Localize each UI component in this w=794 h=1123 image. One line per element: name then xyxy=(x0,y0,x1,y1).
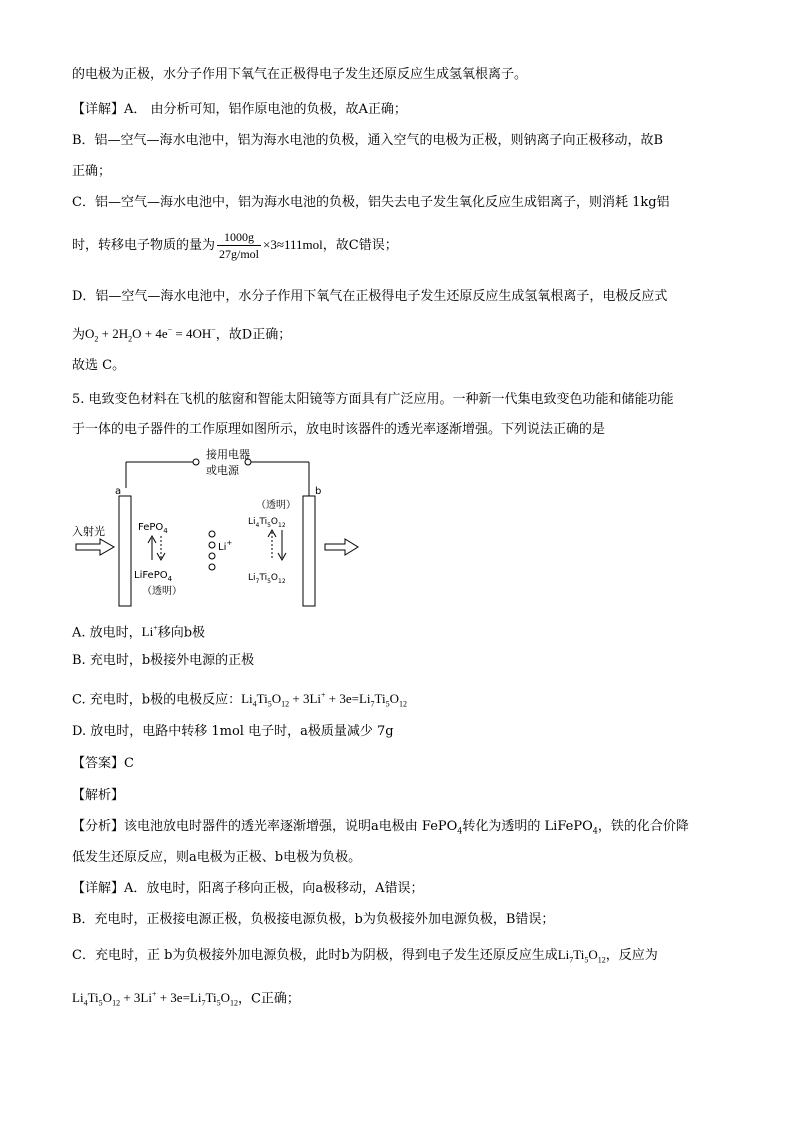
analysis-heading: 【解析】 xyxy=(72,788,125,803)
electrode-a xyxy=(119,496,131,606)
electrode-b xyxy=(303,496,315,606)
text-segment: ，故D正确； xyxy=(215,327,292,343)
li7ti5o12-label: $Li_7Ti_5O_{12}$ xyxy=(248,573,286,585)
fraction-denominator: 27g/mol xyxy=(219,247,260,261)
battery-diagram xyxy=(60,448,370,608)
text-segment: 为 xyxy=(72,327,86,343)
text-segment: 【分析】该电池放电时器件的透光率逐渐增强，说明a电极由 FePO xyxy=(72,819,458,834)
text-segment: 移向b极 xyxy=(157,625,206,641)
text-segment: ，铁的化合价降 xyxy=(597,819,689,834)
equation: $O_2 + 2H_2O + 4e^- = 4OH^-$ xyxy=(85,326,216,344)
text-line: 【详解】A． 由分析可知，铝作原电池的负极，故A正确； xyxy=(72,102,407,117)
text-line: 故选 C。 xyxy=(72,358,126,373)
text-line-fraction xyxy=(72,228,398,263)
li-ion xyxy=(209,531,215,537)
outgoing-arrow xyxy=(325,539,358,555)
equation: $Li_4Ti_5O_{12} + 3Li^+ + 3e=Li_7Ti_5O_{12}$ xyxy=(72,990,238,1008)
text-line: C．铝—空气—海水电池中，铝为海水电池的负极，铝失去电子发生氧化反应生成铝离子，则消耗 1kg铝 xyxy=(72,195,670,210)
electrode-a-label: a xyxy=(115,486,122,497)
text-segment: 转化为透明的 LiFePO xyxy=(462,819,593,834)
electrode-b-label: b xyxy=(315,486,322,497)
detail-line xyxy=(72,946,658,970)
text-segment: ，C正确； xyxy=(237,991,300,1007)
transparent-label-right: （透明） xyxy=(256,500,296,511)
ion: Li+ xyxy=(141,624,158,640)
math-expression: ×3≈111mol xyxy=(263,237,323,252)
terminal-left xyxy=(193,459,199,465)
li-ion xyxy=(209,553,215,559)
text-line: 正确； xyxy=(72,164,112,179)
analysis-line: 【分析】该电池放电时器件的透光率逐渐增强，说明a电极由 FePO$_4$转化为透明的 LiFePO$_4$，铁的化合价降 xyxy=(72,819,689,836)
transparent-label-left: （透明） xyxy=(142,586,182,597)
answer: 【答案】C xyxy=(72,756,134,771)
text-line: B．铝—空气—海水电池中，铝为海水电池的负极，通入空气的电极为正极，则钠离子向正极移动，故B xyxy=(72,133,664,148)
detail-line xyxy=(72,986,300,1013)
li-ion xyxy=(209,564,215,570)
detail-line: B．充电时，正极接电源正极，负极接电源负极，b为负极接外加电源负极，B错误； xyxy=(72,912,555,927)
fepo4-label: FePO$_4$ xyxy=(138,522,168,535)
incident-arrow xyxy=(76,539,114,555)
fraction xyxy=(217,229,261,262)
detail-line: 【详解】A．放电时，阳离子移向正极，向a极移动，A错误； xyxy=(72,881,424,896)
fraction-numerator: 1000g xyxy=(217,229,261,246)
analysis-line: 低发生还原反应，则a电极为正极、b电极为负极。 xyxy=(72,850,362,865)
source-label: 接用电器 xyxy=(206,448,250,461)
lifepo4-label: LiFePO$_4$ xyxy=(134,570,173,583)
question-stem: 5. 电致变色材料在飞机的舷窗和智能太阳镜等方面具有广泛应用。一种新一代集电致变色功能和储能功能 xyxy=(72,392,674,407)
option-c xyxy=(72,687,407,714)
text-segment: C. 充电时，b极的电极反应： xyxy=(72,692,242,708)
text-segment: C．充电时，正 b为负极接外加电源负极，此时b为阴极，得到电子发生还原反应生成 xyxy=(72,948,558,963)
li-ion xyxy=(209,542,215,548)
option-b: B. 充电时，b极接外电源的正极 xyxy=(72,653,255,668)
incident-light-label: 入射光 xyxy=(72,525,105,538)
text-line: D．铝—空气—海水电池中，水分子作用下氧气在正极得电子发生还原反应生成氢氧根离子，电极反应式 xyxy=(72,289,668,304)
formula: $Li_7Ti_5O_{12}$ xyxy=(557,947,606,965)
question-stem: 于一体的电子器件的工作原理如图所示，放电时该器件的透光率逐渐增强。下列说法正确的是 xyxy=(72,422,606,437)
li4ti5o12-label: $Li_4Ti_5O_{12}$ xyxy=(248,517,286,529)
option-a xyxy=(72,620,205,642)
text-segment: ，反应为 xyxy=(605,948,658,963)
text-line xyxy=(72,322,291,349)
text-segment: A. 放电时， xyxy=(72,625,142,641)
li-ion-label: Li+ xyxy=(218,539,233,553)
source-label: 或电源 xyxy=(206,464,239,477)
text-segment: ，故C错误； xyxy=(322,238,398,253)
text-line: 的电极为正极，水分子作用下氧气在正极得电子发生还原反应生成氢氧根离子。 xyxy=(72,67,528,82)
equation: $Li_4Ti_5O_{12} + 3Li^+ + 3e=Li_7Ti_5O_{12}$ xyxy=(241,691,408,709)
text-segment: 时，转移电子物质的量为 xyxy=(72,238,216,253)
option-d: D. 放电时，电路中转移 1mol 电子时，a极质量减少 7g xyxy=(72,724,394,739)
